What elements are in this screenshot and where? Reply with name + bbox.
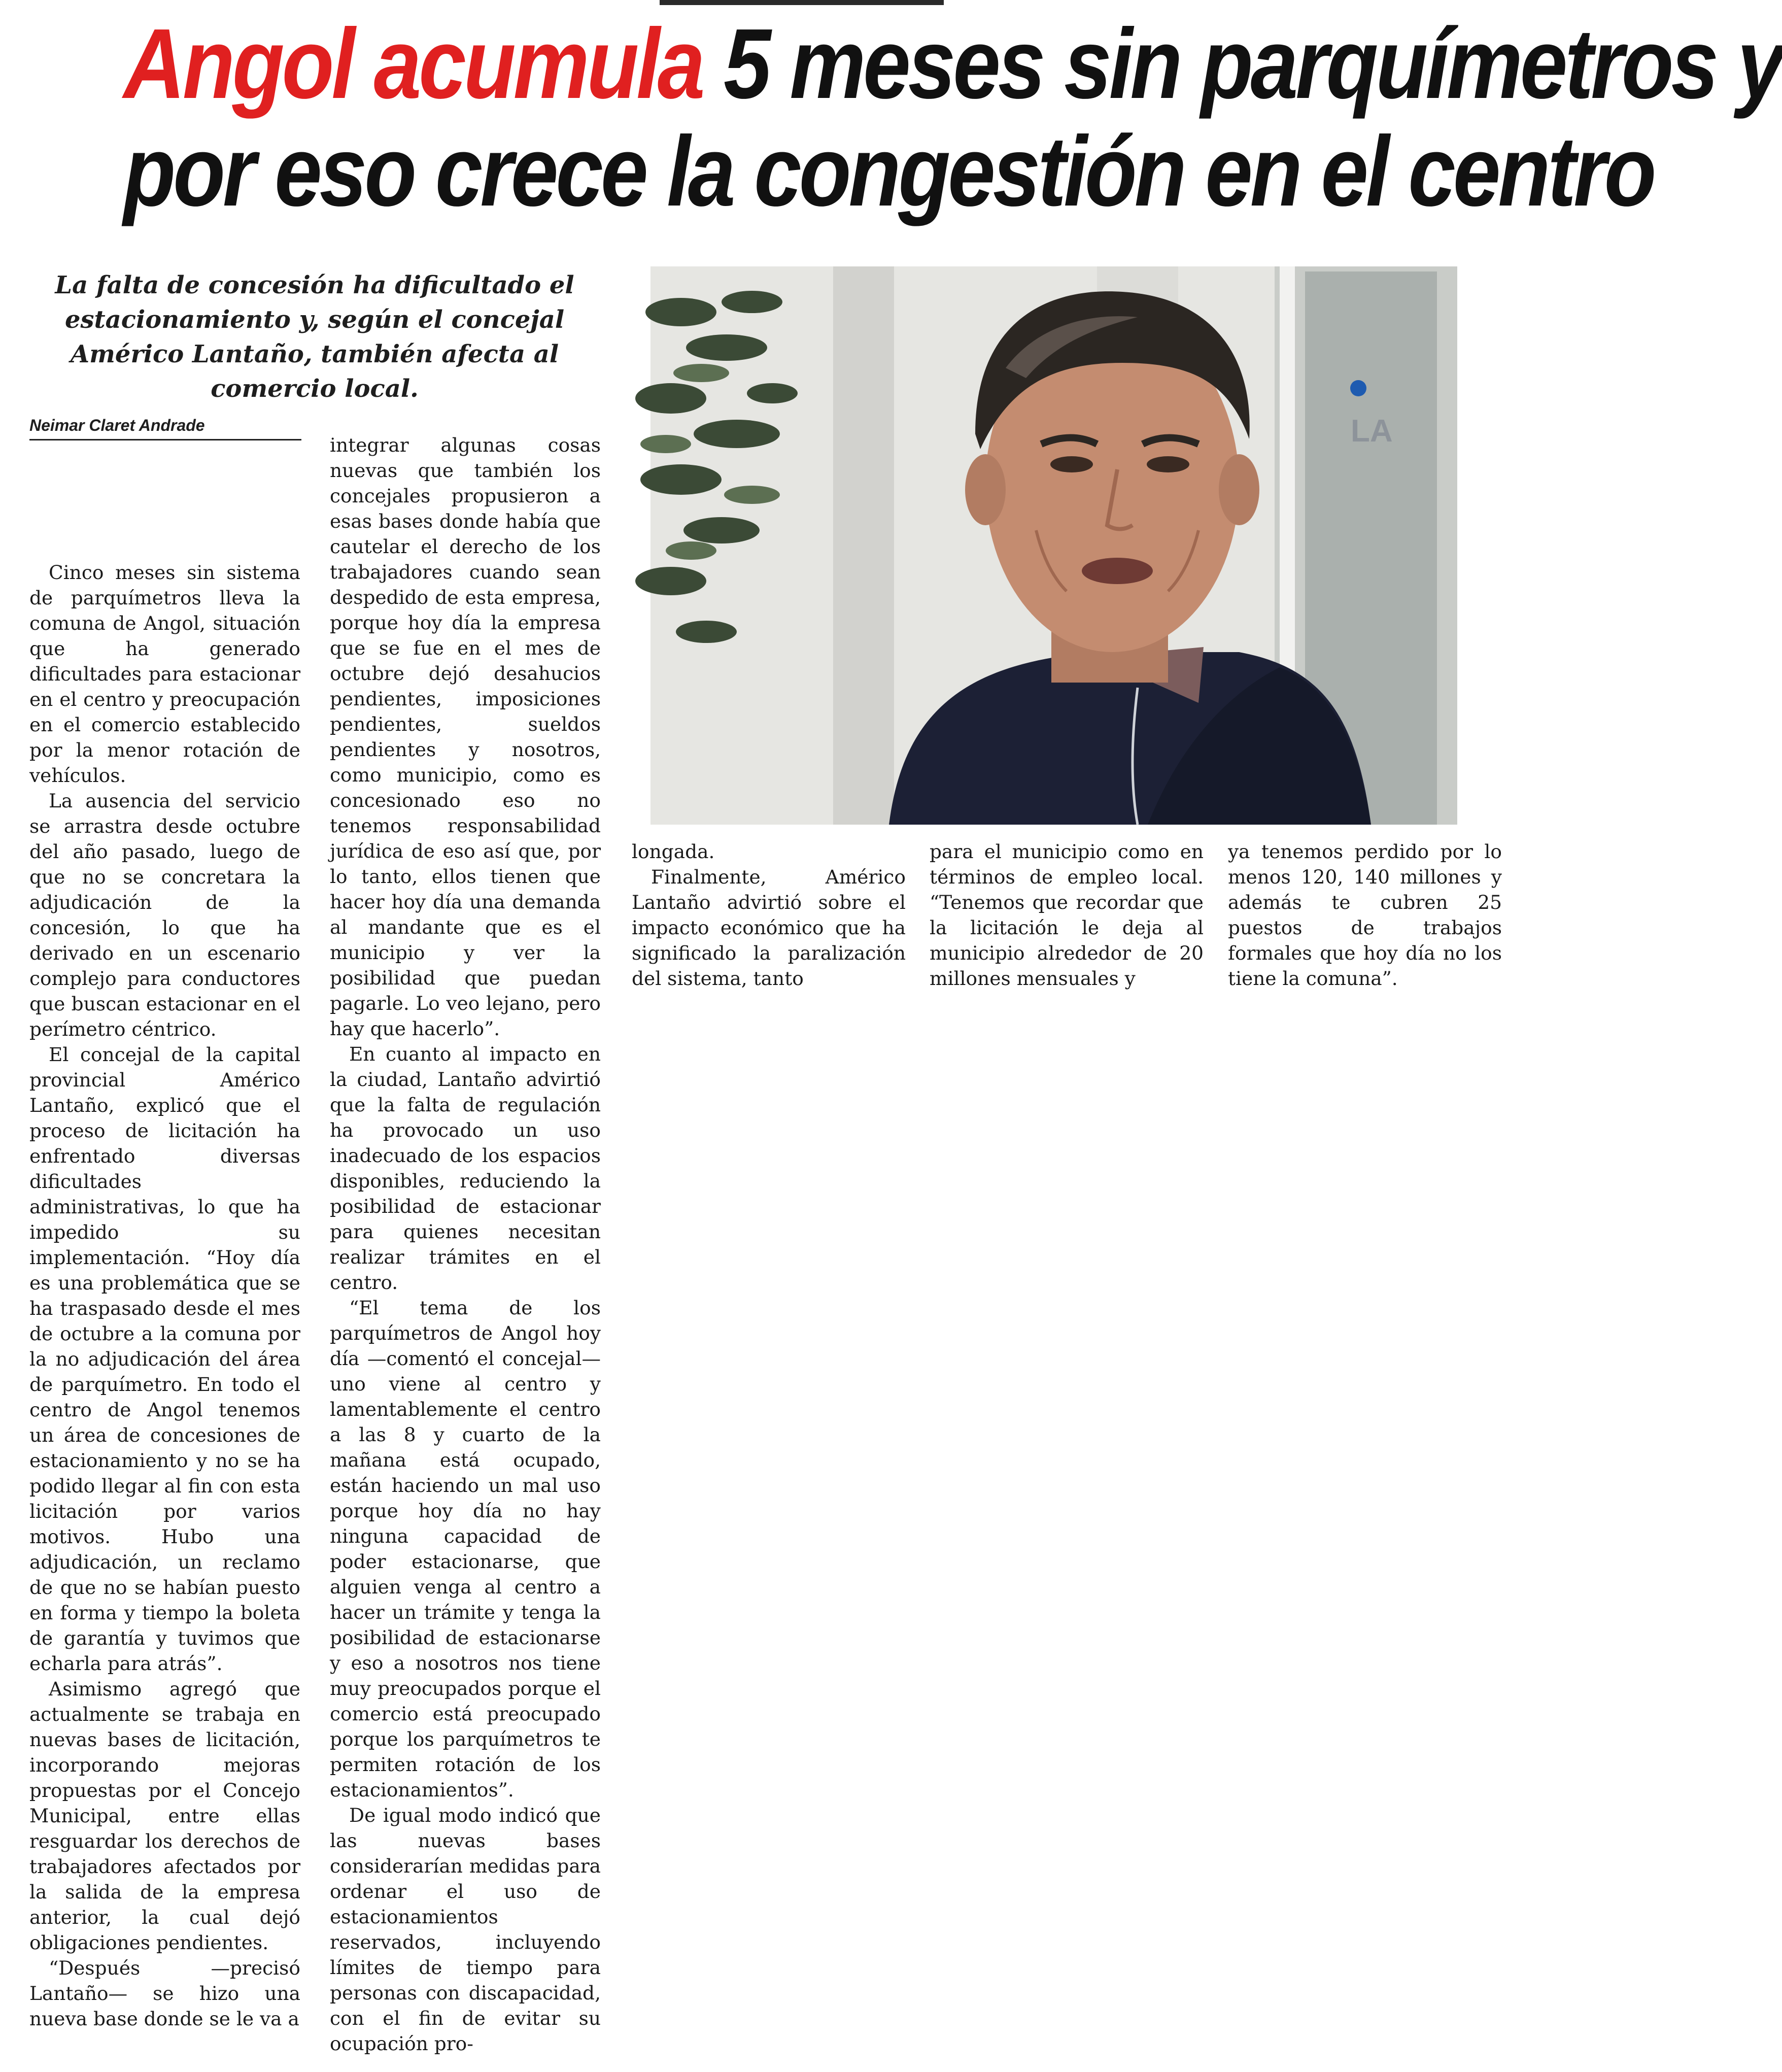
photo-sign-text: LA bbox=[1351, 414, 1393, 449]
byline: Neimar Claret Andrade bbox=[29, 416, 301, 440]
paragraph: longada. bbox=[632, 840, 715, 863]
paragraph: El concejal de la capital provincial Américo Lantaño, explicó que el proceso de licitación ha enfrentado diversas dificultades administrativas, lo que ha impedido su implementación. “Hoy día es una problemática que se ha traspasado desde el mes de octubre a la comuna por la no adjudicación del área de parquímetro. En todo el centro de Angol tenemos un área de concesiones de estacionamiento y no se ha podido llegar al fin con esta licitación por varios motivos. Hubo una adjudicación, un reclamo de que no se habían puesto en forma y tiempo la boleta de garantía y tuvimos que echarla para atrás”. bbox=[29, 1043, 300, 1675]
top-rule bbox=[660, 0, 944, 5]
headline-black-part: 5 meses sin parquímetros y bbox=[724, 8, 1782, 119]
paragraph: La ausencia del servicio se arrastra desde octubre del año pasado, luego de que no se concretara la adjudicación de la concesión, lo que ha derivado en un escenario complejo para conductores que buscan estacionar en el perímetro céntrico. bbox=[29, 790, 300, 1040]
subheadline: La falta de concesión ha dificultado el estacionamiento y, según el concejal Américo Lantaño, también afecta al comercio local. bbox=[55, 271, 574, 403]
paragraph: Asimismo agregó que actualmente se trabaja en nuevas bases de licitación, incorporando mejoras propuestas por el Concejo Municipal, entre ellas resguardar los derechos de trabajadores afectados por la salida de la empresa anterior, la cual dejó obligaciones pendientes. bbox=[29, 1678, 300, 1954]
article-column-4 bbox=[930, 839, 1204, 991]
paragraph: integrar algunas cosas nuevas que también los concejales propusieron a esas bases donde había que cautelar el derecho de los trabajadores cuando sean despedido de esta empresa, porque hoy día la empresa que se fue en el mes de octubre dejó desahucios pendientes, imposiciones pendientes, sueldos pendientes y nosotros, como municipio, como es concesionado eso no tenemos responsabilidad jurídica de eso así que, por lo tanto, ellos tienen que hacer hoy día una demanda al mandante que es el municipio y ver la posibilidad que puedan pagarle. Lo veo lejano, pero hay que hacerlo”. bbox=[330, 434, 601, 1040]
paragraph: ya tenemos perdido por lo menos 120, 140 millones y además te cubren 25 puestos de trabajos formales que hoy día no los tiene la comuna”. bbox=[1228, 840, 1502, 990]
paragraph: “Después —precisó Lantaño— se hizo una nueva base donde se le va a bbox=[29, 1957, 300, 2030]
paragraph: “El tema de los parquímetros de Angol hoy día —comentó el concejal— uno viene al centro y lamentablemente el centro a las 8 y cuarto de la mañana está ocupado, están haciendo un mal uso porque hoy día no hay ninguna capacidad de poder estacionarse, que alguien venga al centro a hacer un trámite y tenga la posibilidad de estacionarse y eso a nosotros nos tiene muy preocupados porque el comercio está preocupado porque los parquímetros te permiten rotación de los estacionamientos”. bbox=[330, 1297, 601, 1801]
paragraph: Cinco meses sin sistema de parquímetros lleva la comuna de Angol, situación que ha generado dificultades para estacionar en el centro y preocupación en el comercio establecido por la menor rotación de vehículos. bbox=[29, 561, 300, 787]
headline bbox=[123, 8, 1782, 227]
portrait-illustration bbox=[650, 266, 1457, 825]
article-column-1 bbox=[29, 560, 300, 2031]
photo-americo-lantano bbox=[650, 266, 1457, 825]
paragraph: para el municipio como en términos de empleo local. “Tenemos que recordar que la licitación le deja al municipio alrededor de 20 millones mensuales y bbox=[930, 840, 1204, 990]
paragraph: De igual modo indicó que las nuevas bases considerarían medidas para ordenar el uso de estacionamientos reservados, incluyendo límites de tiempo para personas con discapacidad, con el fin de evitar su ocupación pro- bbox=[330, 1804, 601, 2055]
paragraph: Finalmente, Américo Lantaño advirtió sobre el impacto económico que ha significado la paralización del sistema, tanto bbox=[632, 866, 906, 990]
headline-line-1 bbox=[123, 8, 1782, 119]
headline-line-2: por eso crece la congestión en el centro bbox=[123, 116, 1654, 227]
headline-red-part: Angol acumula bbox=[123, 8, 703, 119]
article-column-5 bbox=[1228, 839, 1502, 991]
article-column-2 bbox=[330, 432, 601, 2056]
paragraph: En cuanto al impacto en la ciudad, Lantaño advirtió que la falta de regulación ha provocado un uso inadecuado de los espacios disponibles, reduciendo la posibilidad de estacionar para quienes necesitan realizar trámites en el centro. bbox=[330, 1043, 601, 1294]
article-column-3 bbox=[632, 839, 906, 991]
